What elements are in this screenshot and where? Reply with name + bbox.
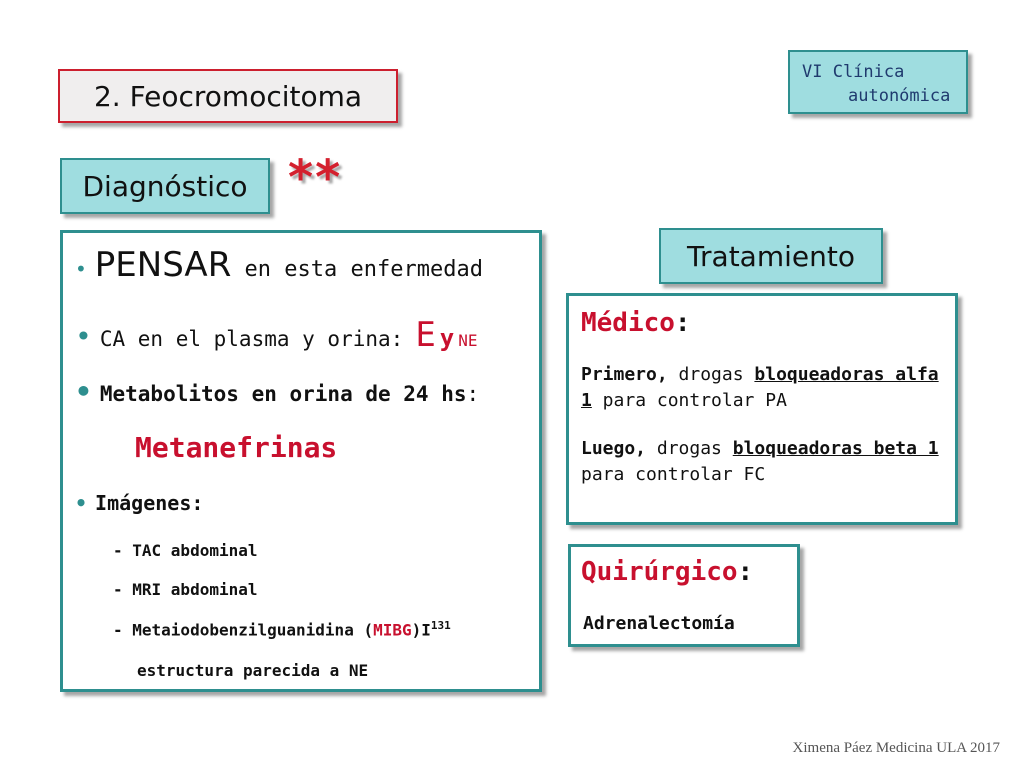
list-item-metabolitos bbox=[75, 375, 479, 408]
medico-paragraph-1 bbox=[581, 362, 947, 414]
medico-colon: : bbox=[674, 308, 691, 338]
sub-item-estructura: estructura parecida a NE bbox=[137, 661, 369, 680]
diagnostico-panel bbox=[60, 230, 542, 692]
bullet-icon: • bbox=[75, 375, 92, 408]
section-tag-line2: autonómica bbox=[848, 86, 951, 106]
quirurgico-panel bbox=[568, 544, 800, 647]
mibg-acronym: MIBG bbox=[373, 620, 412, 640]
section-tag-line1: VI Clínica bbox=[802, 62, 905, 82]
emphasis-stars: ** bbox=[288, 150, 343, 206]
pensar-rest: en esta enfermedad bbox=[231, 257, 483, 282]
p2-mid: drogas bbox=[646, 438, 733, 459]
p1-tail: para controlar PA bbox=[591, 390, 787, 411]
p1-lead: Primero, bbox=[581, 364, 668, 385]
p1-mid: drogas bbox=[667, 364, 755, 385]
quirurgico-title bbox=[581, 557, 753, 587]
mibg-pre: - Metaiodobenzilguanidina ( bbox=[113, 620, 374, 640]
metabolitos-text: Metabolitos en orina de 24 hs bbox=[99, 382, 467, 406]
p2-lead: Luego, bbox=[581, 438, 647, 459]
tratamiento-heading: Tratamiento bbox=[659, 228, 883, 284]
slide-title: 2. Feocromocitoma bbox=[58, 69, 398, 123]
list-item-ca bbox=[75, 315, 478, 355]
p2-tail: para controlar FC bbox=[581, 464, 766, 485]
quirurgico-body: Adrenalectomía bbox=[583, 613, 735, 634]
list-item-pensar bbox=[75, 245, 483, 285]
metabolitos-colon: : bbox=[466, 382, 480, 406]
p1-drug: bloqueadoras alfa 1 bbox=[581, 364, 939, 411]
quirurgico-title-text: Quirúrgico bbox=[581, 557, 738, 587]
pensar-word: PENSAR bbox=[94, 245, 232, 285]
section-tag bbox=[788, 50, 968, 114]
sub-item-mibg bbox=[113, 619, 451, 639]
imagenes-text: Imágenes: bbox=[95, 491, 204, 515]
ca-colon: : bbox=[390, 327, 404, 351]
medico-paragraph-2 bbox=[581, 436, 947, 488]
bullet-icon: • bbox=[75, 491, 88, 515]
sub-item-mri: - MRI abdominal bbox=[113, 580, 258, 599]
metanefrinas: Metanefrinas bbox=[135, 431, 338, 464]
ca-ne: NE bbox=[458, 331, 478, 350]
bullet-icon: • bbox=[75, 257, 87, 281]
footer-credit: Ximena Páez Medicina ULA 2017 bbox=[792, 740, 1000, 756]
diagnostico-heading: Diagnóstico bbox=[60, 158, 270, 214]
medico-title bbox=[581, 308, 691, 338]
ca-e: E bbox=[415, 315, 436, 355]
mibg-post: )I bbox=[411, 620, 431, 640]
quirurgico-colon: : bbox=[737, 557, 754, 587]
medico-title-text: Médico bbox=[581, 308, 675, 338]
p2-drug: bloqueadoras beta 1 bbox=[732, 438, 939, 459]
medico-panel bbox=[566, 293, 958, 525]
mibg-superscript: 131 bbox=[430, 619, 451, 632]
ca-y: y bbox=[439, 324, 455, 352]
sub-item-tac: - TAC abdominal bbox=[113, 541, 258, 560]
ca-text: CA en el plasma y orina bbox=[99, 327, 391, 351]
list-item-imagenes bbox=[75, 491, 203, 515]
bullet-icon: • bbox=[75, 320, 92, 353]
